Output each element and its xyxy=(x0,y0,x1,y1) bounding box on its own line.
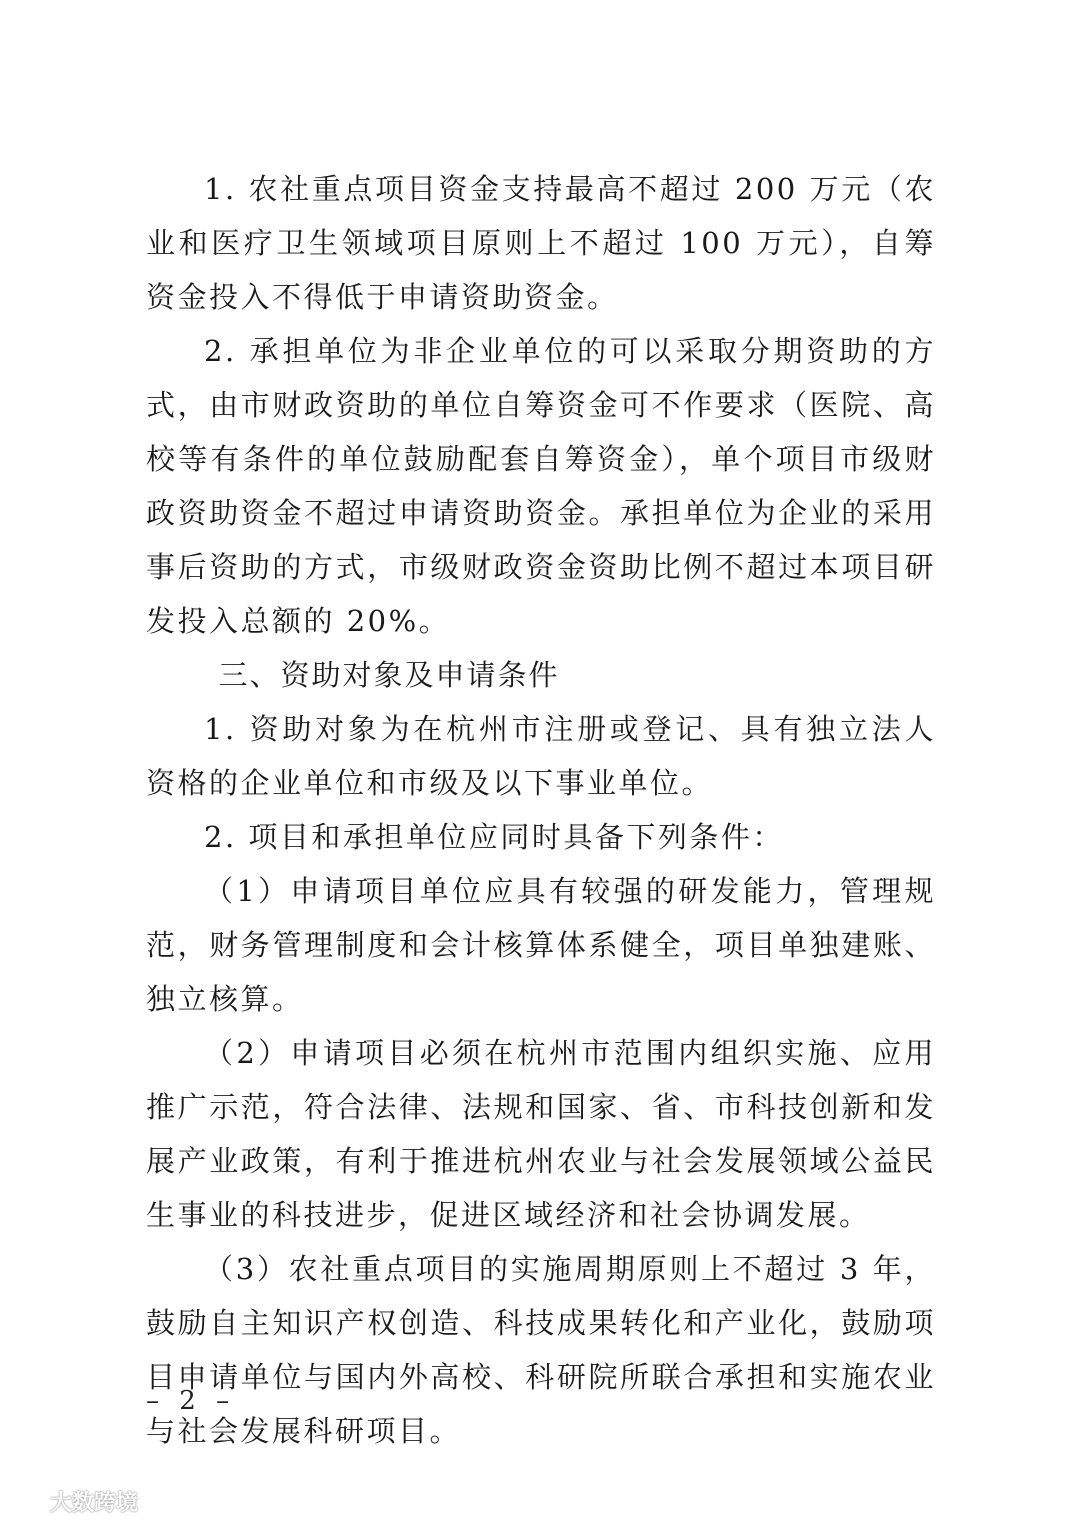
watermark-text: 大数跨境 xyxy=(50,1491,139,1516)
paragraph-conditions-intro: 2. 项目和承担单位应同时具备下列条件： xyxy=(204,820,784,854)
paragraph-funding-target: 1. 资助对象为在杭州市注册或登记、具有独立法人资格的企业单位和市级及以下事业单位。 xyxy=(146,712,936,800)
page-number: – 2 – xyxy=(146,1386,236,1416)
paragraph-condition-2: （2）申请项目必须在杭州市范围内组织实施、应用推广示范，符合法律、法规和国家、省、市科技创新和发展产业政策，有利于推进杭州农业与社会发展领域公益民生事业的科技进步，促进区域经济和社会协调发展。 xyxy=(146,1036,936,1232)
paragraph-funding-method: 2. 承担单位为非企业单位的可以采取分期资助的方式，由市财政资助的单位自筹资金可不作要求（医院、高校等有条件的单位鼓励配套自筹资金），单个项目市级财政资助资金不超过申请资助资金。承担单位为企业的采用事后资助的方式，市级财政资金资助比例不超过本项目研发投入总额的 20%。 xyxy=(146,334,936,638)
paragraph-funding-limit: 1. 农社重点项目资金支持最高不超过 200 万元（农业和医疗卫生领域项目原则上不超过 100 万元），自筹资金投入不得低于申请资助资金。 xyxy=(146,172,936,314)
section-heading: 三、资助对象及申请条件 xyxy=(218,658,560,692)
paragraph-condition-3: （3）农社重点项目的实施周期原则上不超过 3 年，鼓励自主知识产权创造、科技成果转化和产业化，鼓励项目申请单位与国内外高校、科研院所联合承担和实施农业与社会发展科研项目。 xyxy=(146,1252,936,1448)
document-body xyxy=(146,162,936,1458)
paragraph-condition-1: （1）申请项目单位应具有较强的研发能力，管理规范，财务管理制度和会计核算体系健全，项目单独建账、独立核算。 xyxy=(146,874,936,1016)
chat-bubble-icon xyxy=(6,1488,46,1516)
watermark xyxy=(6,1486,138,1517)
